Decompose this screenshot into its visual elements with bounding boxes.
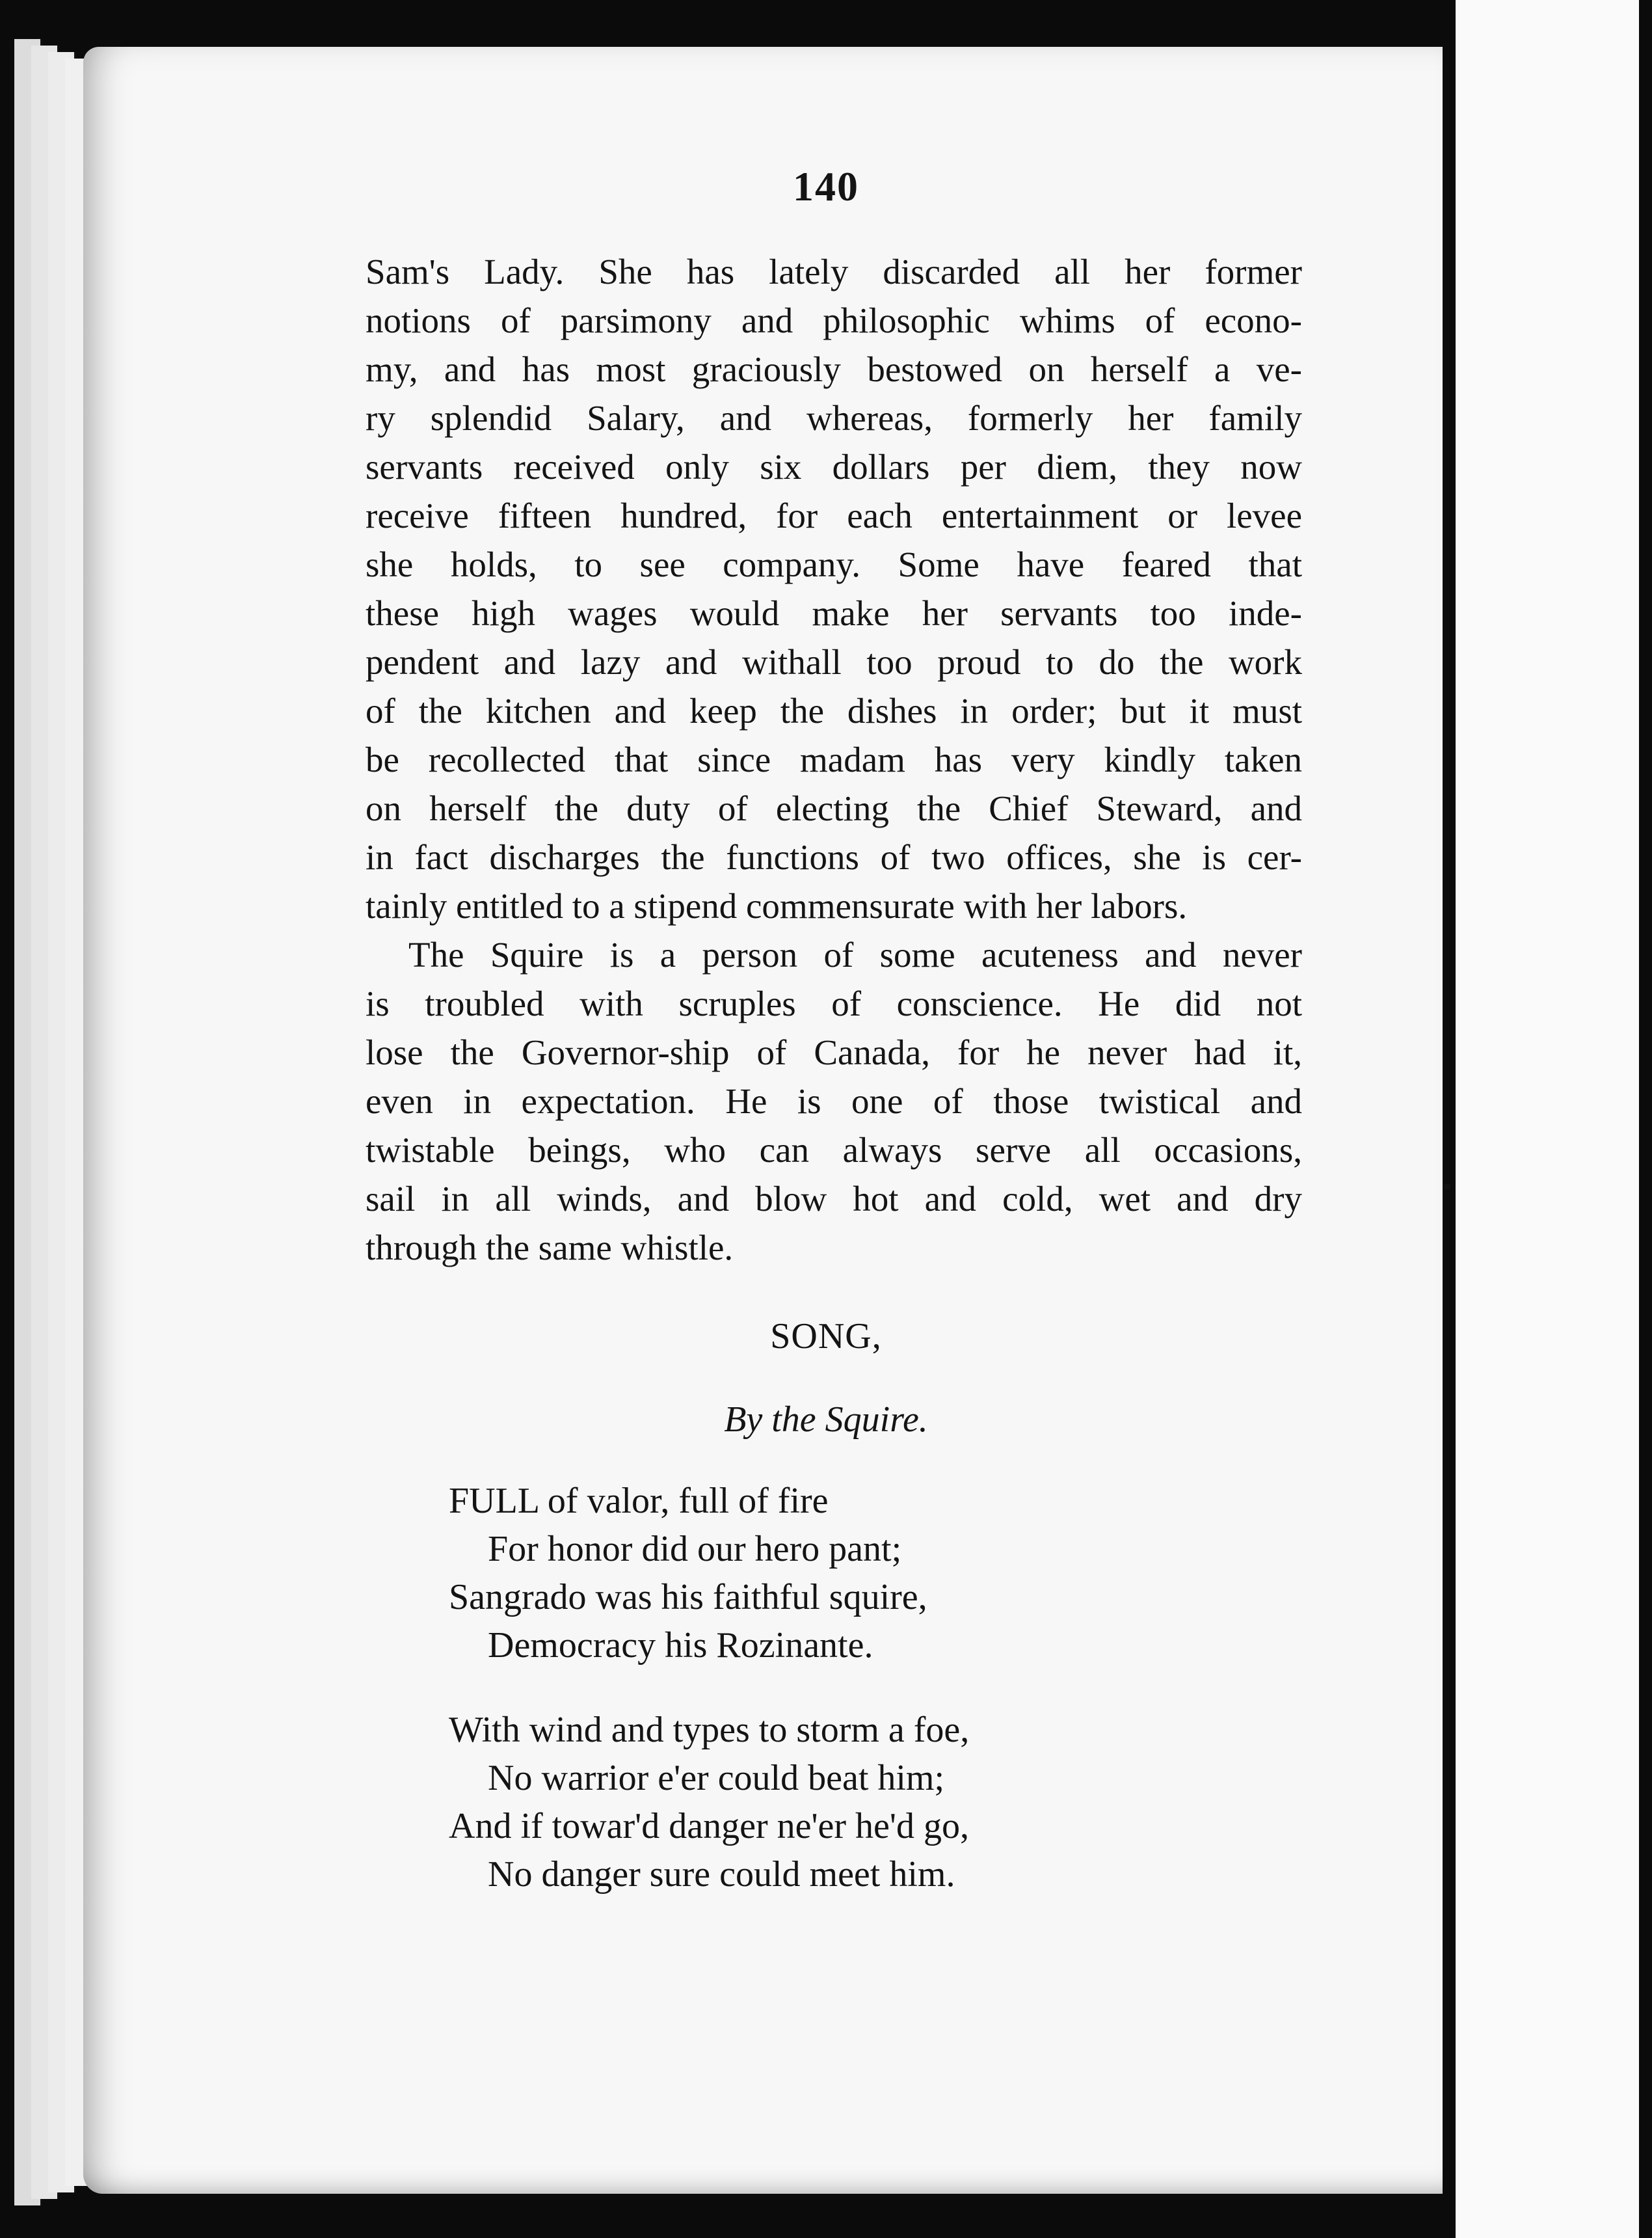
text-line: servants received only six dollars per diem, they now xyxy=(366,447,1302,487)
song-byline: By the Squire. xyxy=(724,1399,928,1440)
text-line: these high wages would make her servants too inde- xyxy=(366,593,1302,633)
page-number: 140 xyxy=(793,163,859,209)
text-line: my, and has most graciously bestowed on herself a ve- xyxy=(366,349,1302,389)
verse-line: Democracy his Rozinante. xyxy=(488,1625,873,1665)
text-line: sail in all winds, and blow hot and cold, wet and dry xyxy=(366,1179,1302,1219)
paragraph xyxy=(366,930,1302,1272)
verse-line: FULL of valor, full of fire xyxy=(449,1481,829,1521)
ink-speck xyxy=(1444,1184,1450,1189)
binding-shadow xyxy=(1639,0,1652,2238)
stanza xyxy=(449,1477,969,1669)
song-verses xyxy=(449,1477,969,1935)
verse-line: And if towar'd danger ne'er he'd go, xyxy=(449,1806,969,1846)
text-line: twistable beings, who can always serve all occasions, xyxy=(366,1130,1302,1170)
text-line: pendent and lazy and withall too proud to do the work xyxy=(366,642,1302,682)
verse-line: With wind and types to storm a foe, xyxy=(449,1710,970,1750)
text-line: in fact discharges the functions of two offices, she is cer- xyxy=(366,837,1302,877)
text-line: even in expectation. He is one of those twistical and xyxy=(366,1081,1302,1121)
text-line: tainly entitled to a stipend commensurate with her labors. xyxy=(366,886,1188,926)
text-line: on herself the duty of electing the Chief Steward, and xyxy=(366,789,1302,828)
text-line: Sam's Lady. She has lately discarded all her former xyxy=(366,252,1302,291)
text-line: of the kitchen and keep the dishes in order; but it must xyxy=(366,691,1302,731)
text-line: through the same whistle. xyxy=(366,1228,734,1267)
verse-line: For honor did our hero pant; xyxy=(488,1529,902,1569)
verse-line: No warrior e'er could beat him; xyxy=(488,1758,945,1798)
prose-body xyxy=(366,247,1302,1272)
verse-line: No danger sure could meet him. xyxy=(488,1854,955,1894)
text-line: ry splendid Salary, and whereas, formerly her family xyxy=(366,398,1302,438)
verse-line: Sangrado was his faithful squire, xyxy=(449,1577,927,1617)
text-line: be recollected that since madam has very kindly taken xyxy=(366,740,1302,779)
text-line: she holds, to see company. Some have feared that xyxy=(366,545,1302,584)
text-line: lose the Governor-ship of Canada, for he never had it, xyxy=(366,1032,1302,1072)
text-line: notions of parsimony and philosophic whims of econo- xyxy=(366,301,1302,340)
text-line: The Squire is a person of some acuteness and never xyxy=(408,935,1302,975)
song-title: SONG, xyxy=(770,1316,882,1356)
paragraph xyxy=(366,247,1302,930)
facing-page-edge xyxy=(1452,0,1644,2238)
text-line: is troubled with scruples of conscience. He did not xyxy=(366,984,1302,1023)
stanza xyxy=(449,1706,969,1898)
text-line: receive fifteen hundred, for each entertainment or levee xyxy=(366,496,1302,535)
